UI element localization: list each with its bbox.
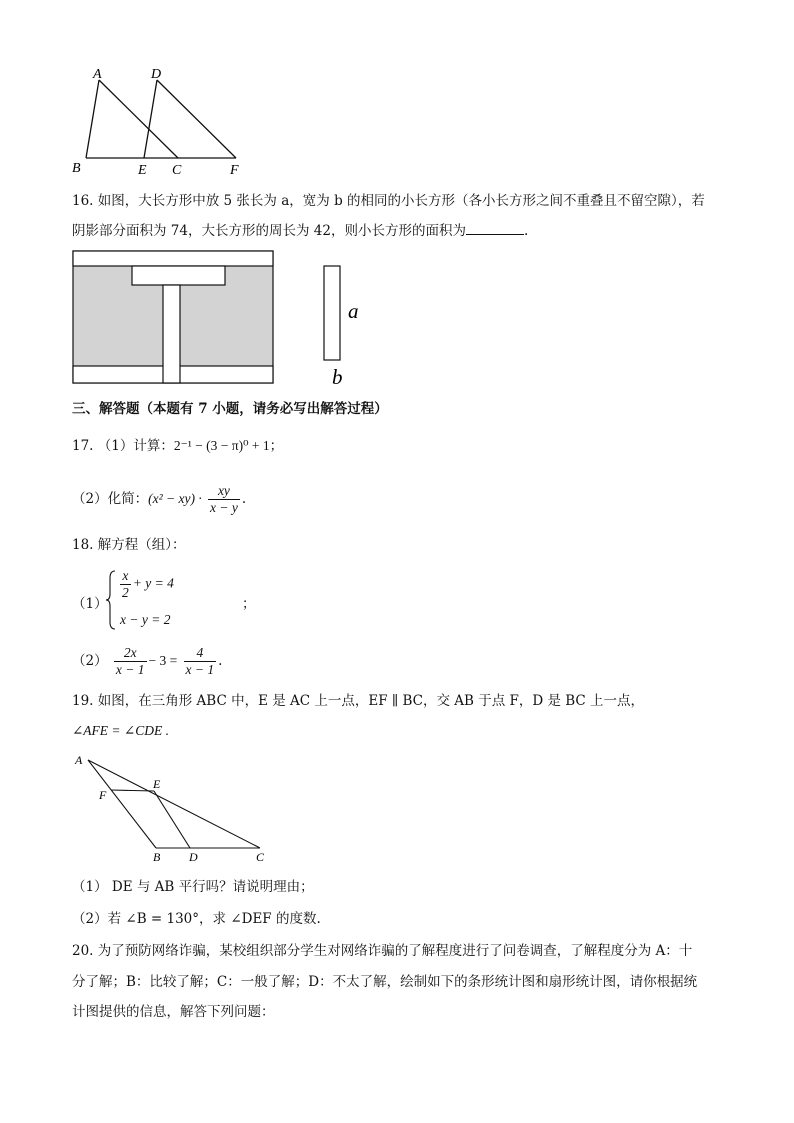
q17-part1-prefix: 17. （1）计算： xyxy=(72,438,174,454)
vertical-rect xyxy=(163,285,180,383)
small-rectangle xyxy=(324,266,340,360)
section-title: 三、解答题（本题有 7 小题，请务必写出解答过程） xyxy=(72,401,388,417)
q18-p2-den1: x − 1 xyxy=(115,662,145,677)
q17-numerator: xy xyxy=(208,483,240,500)
q18-title: 18. 解方程（组）： xyxy=(72,537,186,553)
q17-part1-expr: 2⁻¹ − (3 − π)⁰ + 1； xyxy=(173,438,284,453)
left-brace-icon xyxy=(106,570,116,630)
q18-eq1-den: 2 xyxy=(122,585,129,600)
q20-line3: 计图提供的信息，解答下列问题： xyxy=(72,1004,275,1020)
q17-part2-end: . xyxy=(241,491,247,507)
q17-part2 xyxy=(72,482,246,516)
q16-end: . xyxy=(523,223,529,239)
q18-part1-prefix: （1） xyxy=(72,596,108,612)
q19-line1: 19. 如图，在三角形 ABC 中，E 是 AC 上一点，EF ∥ BC，交 AB 于点 F，D 是 BC 上一点， xyxy=(72,693,645,709)
q18-p2-mid: − 3 = xyxy=(148,653,178,668)
q18-eq-end: ； xyxy=(242,596,256,612)
label-b: b xyxy=(332,365,343,388)
q18-p2-fraction2 xyxy=(184,645,217,678)
q17-part2-expr: (x² − xy) · xyxy=(148,491,202,506)
q18-p2-num1: 2x xyxy=(114,645,147,662)
q20-line2: 分了解；B：比较了解；C：一般了解；D：不太了解，绘制如下的条形统计图和扇形统计图，请你根据统 xyxy=(72,974,698,990)
q20-line1: 20. 为了预防网络诈骗，某校组织部分学生对网络诈骗的了解程度进行了问卷调查，了解程度分为 A：十 xyxy=(72,943,693,959)
q16-line2 xyxy=(72,222,528,240)
q18-eq1-fraction xyxy=(120,568,131,601)
label-D: D xyxy=(189,850,198,864)
q18-p2-num2: 4 xyxy=(184,645,217,662)
label-a: a xyxy=(348,299,359,323)
label-A: A xyxy=(93,67,102,82)
q18-part2-prefix: （2） xyxy=(72,653,108,669)
top-strip xyxy=(73,251,273,266)
q17-fraction xyxy=(208,483,240,516)
triangles-figure xyxy=(66,62,256,182)
label-B: B xyxy=(72,161,81,176)
label-E: E xyxy=(138,163,147,178)
q16-line1: 16. 如图，大长方形中放 5 张长为 a，宽为 b 的相同的小长方形（各小长方形之间不重叠且不留空隙），若 xyxy=(72,193,705,209)
q19-line2: ∠AFE = ∠CDE . xyxy=(72,723,169,738)
label-C: C xyxy=(256,850,265,864)
q18-eq2: x − y = 2 xyxy=(120,612,171,627)
q19-part1: （1） DE 与 AB 平行吗？请说明理由； xyxy=(72,879,314,895)
q16-text: 阴影部分面积为 74，大长方形的周长为 42，则小长方形的面积为 xyxy=(72,223,466,239)
q18-part2 xyxy=(72,644,222,678)
q18-p2-den2: x − 1 xyxy=(185,662,215,677)
label-D: D xyxy=(151,67,162,82)
triangle-abc-figure xyxy=(70,750,280,868)
q17-part1 xyxy=(72,437,283,455)
q17-part2-prefix: （2）化简： xyxy=(72,491,149,507)
q18-part1 xyxy=(72,568,272,632)
q18-eq1-rest: + y = 4 xyxy=(132,575,174,591)
q18-eq1 xyxy=(118,568,174,601)
q19-part2: （2）若 ∠B = 130°，求 ∠DEF 的度数. xyxy=(72,911,321,927)
label-F: F xyxy=(99,788,107,802)
label-B: B xyxy=(153,850,161,864)
label-F: F xyxy=(230,163,239,178)
rectangle-figure xyxy=(70,248,370,388)
q18-eq1-num: x xyxy=(120,568,131,585)
q18-p2-fraction1 xyxy=(114,645,147,678)
label-A: A xyxy=(75,753,83,767)
q17-denominator: x − y xyxy=(210,500,238,515)
label-E: E xyxy=(153,777,161,791)
middle-horizontal-rect xyxy=(132,266,225,285)
label-C: C xyxy=(172,163,182,178)
q18-p2-end: . xyxy=(218,653,223,669)
answer-blank xyxy=(466,222,524,235)
